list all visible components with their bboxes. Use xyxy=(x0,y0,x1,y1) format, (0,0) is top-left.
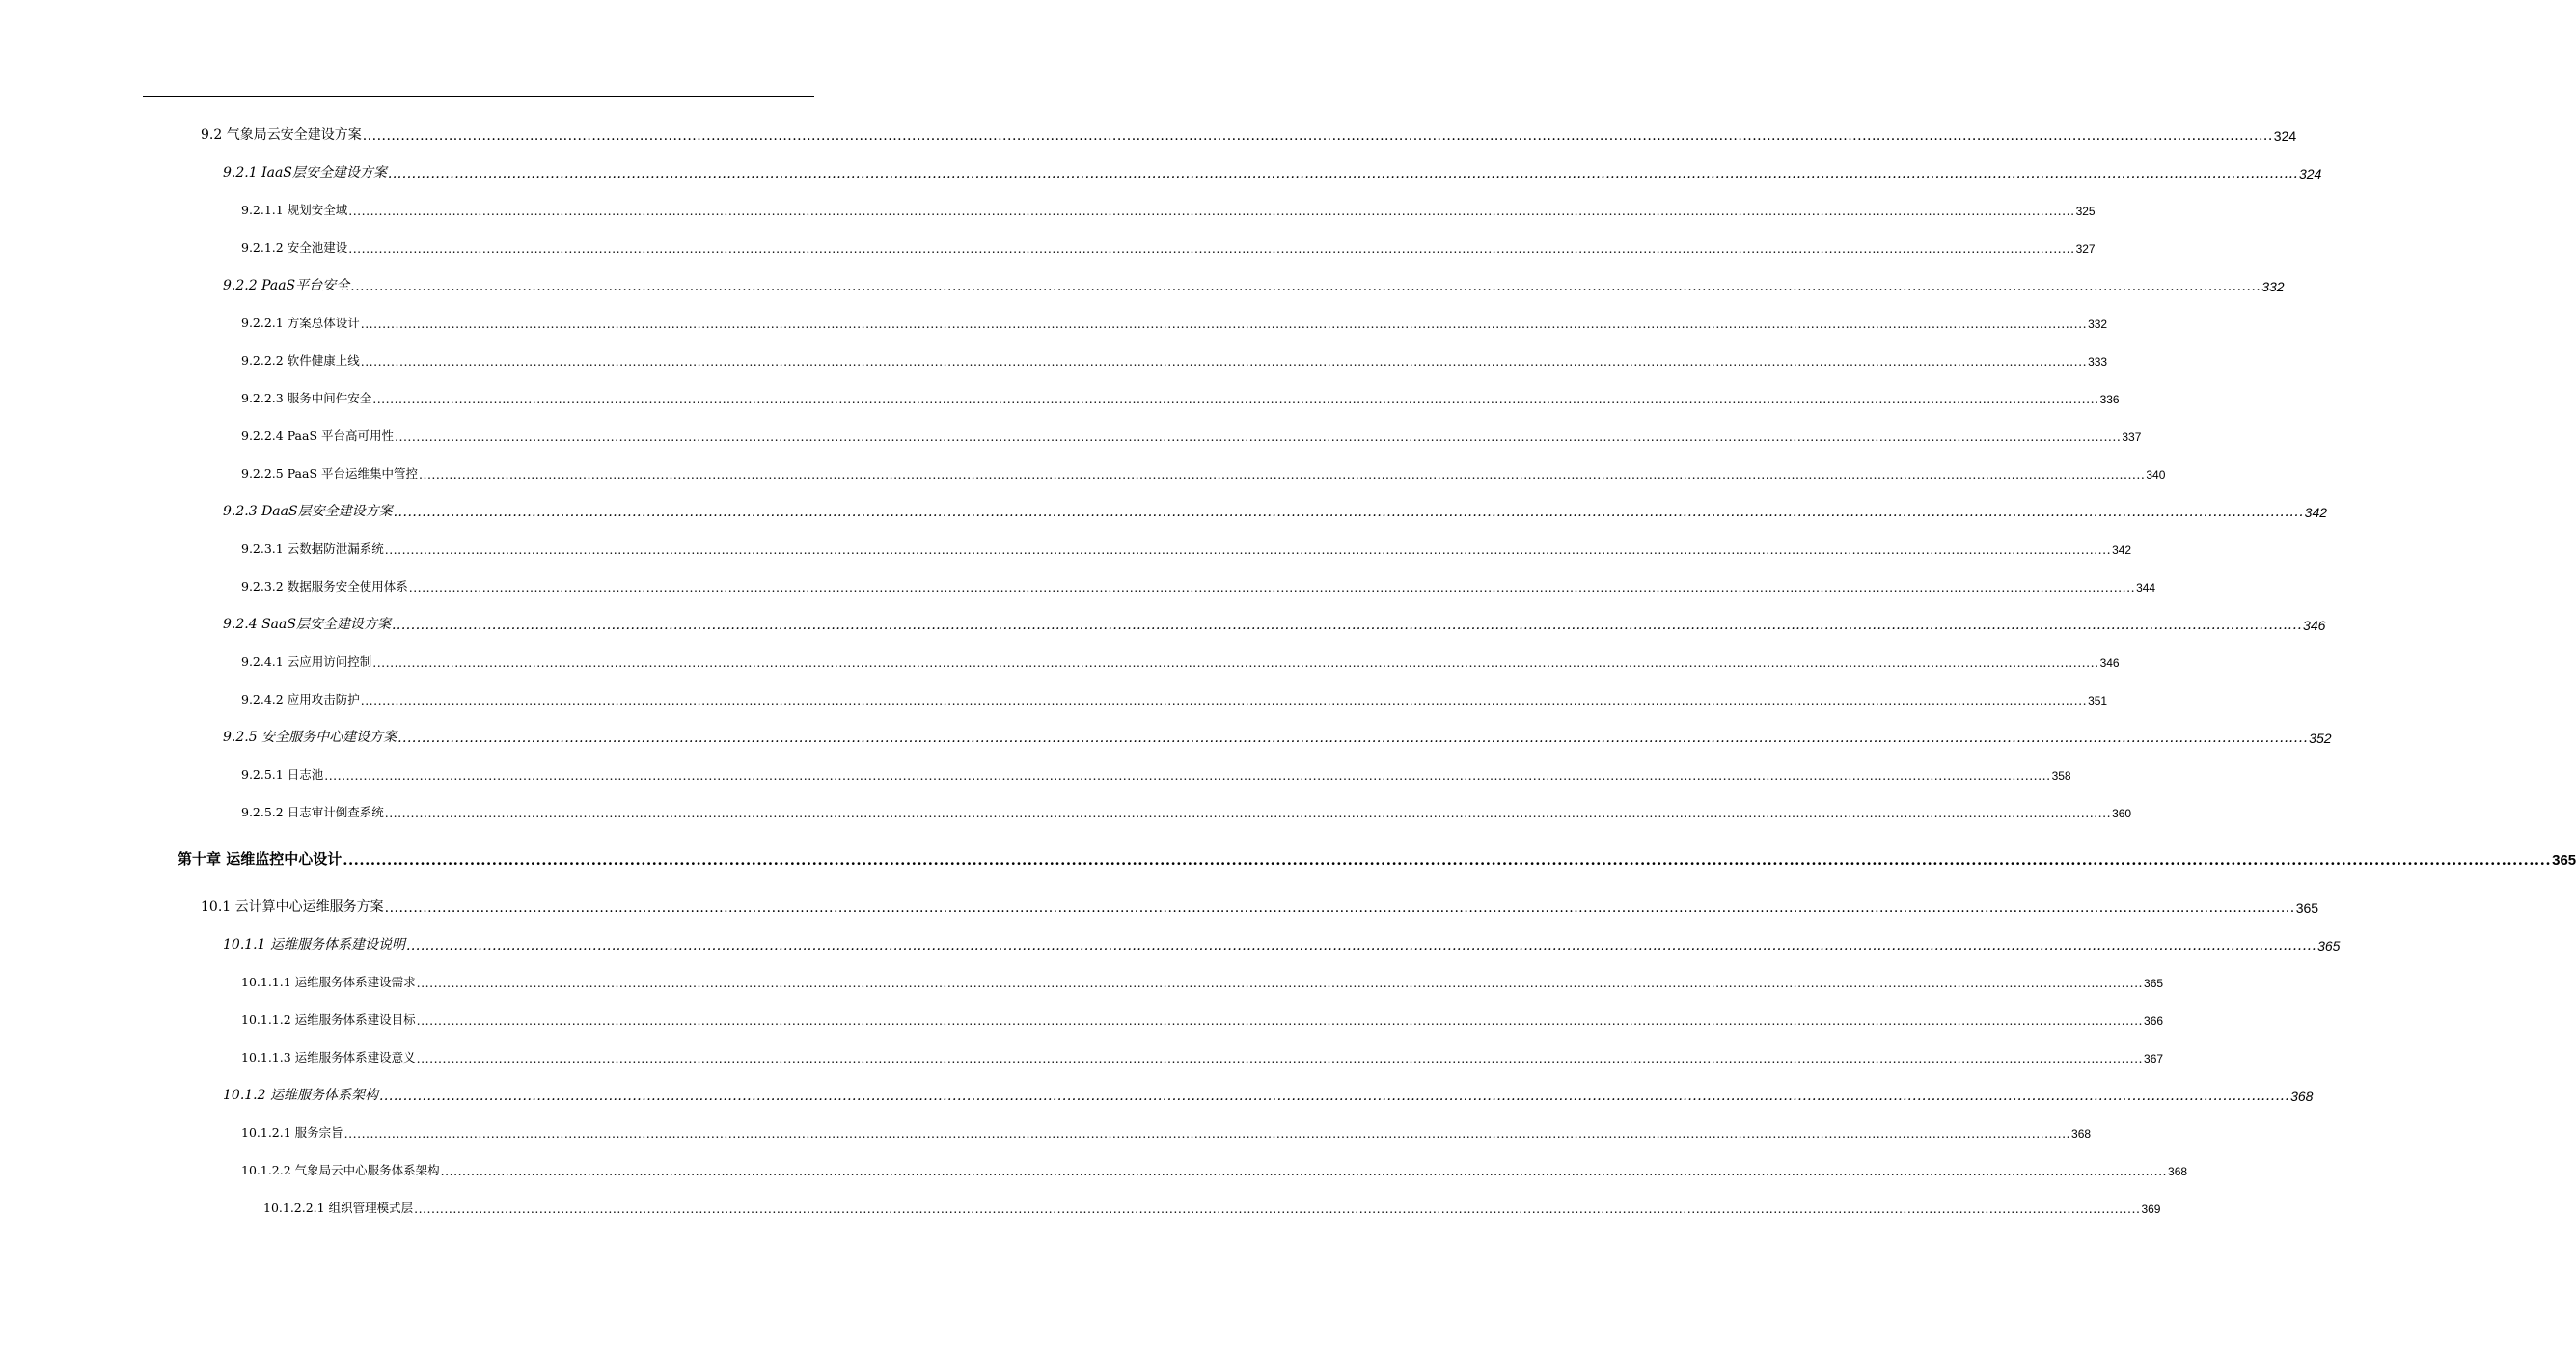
toc-dot-leader: ................................................................................................................................................................................................................................................................................................................................................................................................................ xyxy=(395,428,2122,444)
toc-dot-leader: ................................................................................................................................................................................................................................................................................................................................................................................................................ xyxy=(387,165,2298,181)
toc-dot-leader: ................................................................................................................................................................................................................................................................................................................................................................................................................ xyxy=(350,278,2261,294)
toc-entry-page: 336 xyxy=(2099,392,2120,406)
toc-entry-page: 325 xyxy=(2075,204,2096,218)
toc-dot-leader: ................................................................................................................................................................................................................................................................................................................................................................................................................ xyxy=(372,654,2099,670)
toc-entry[interactable] xyxy=(241,578,2156,594)
toc-entry-title: 9.2.2 PaaS平台安全 xyxy=(223,277,350,293)
toc-entry-title: 9.2 气象局云安全建设方案 xyxy=(201,126,362,143)
toc-entry-page: 366 xyxy=(2144,1013,2164,1028)
toc-entry-title: 9.2.4.1 云应用访问控制 xyxy=(241,653,372,669)
toc-entry-title: 9.2.5.2 日志审计倒查系统 xyxy=(241,804,384,819)
toc-entry[interactable] xyxy=(241,804,2132,820)
toc-entry[interactable] xyxy=(241,974,2164,990)
toc-entry-title: 9.2.5.1 日志池 xyxy=(241,766,324,782)
toc-entry-title: 9.2.1.1 规划安全域 xyxy=(241,202,348,217)
toc-entry-page: 337 xyxy=(2122,429,2142,444)
toc-dot-leader: ................................................................................................................................................................................................................................................................................................................................................................................................................ xyxy=(414,1201,2141,1216)
toc-entry-title: 9.2.3.2 数据服务安全使用体系 xyxy=(241,578,408,594)
toc-entry[interactable] xyxy=(263,1200,2161,1216)
toc-entry[interactable] xyxy=(241,1124,2092,1141)
toc-entry-title: 9.2.4 SaaS层安全建设方案 xyxy=(223,616,391,632)
toc-entry[interactable] xyxy=(223,615,2326,633)
toc-dot-leader: ................................................................................................................................................................................................................................................................................................................................................................................................................ xyxy=(348,240,2075,256)
toc-dot-leader: ................................................................................................................................................................................................................................................................................................................................................................................................................ xyxy=(343,851,2552,869)
toc-dot-leader: ................................................................................................................................................................................................................................................................................................................................................................................................................ xyxy=(348,203,2075,218)
toc-entry-page: 342 xyxy=(2112,542,2132,557)
toc-entry[interactable] xyxy=(223,163,2322,181)
toc-entry-page: 351 xyxy=(2088,693,2108,707)
toc-entry-page: 346 xyxy=(2303,617,2326,633)
toc-entry-title: 9.2.2.5 PaaS 平台运维集中管控 xyxy=(241,465,418,481)
toc-entry[interactable] xyxy=(241,653,2120,670)
toc-entry-page: 369 xyxy=(2141,1202,2161,1216)
toc-dot-leader: ................................................................................................................................................................................................................................................................................................................................................................................................................ xyxy=(416,975,2144,990)
toc-entry[interactable] xyxy=(241,766,2071,783)
toc-entry-title: 9.2.5 安全服务中心建设方案 xyxy=(223,729,397,745)
toc-dot-leader: ................................................................................................................................................................................................................................................................................................................................................................................................................ xyxy=(416,1012,2144,1028)
toc-entry-title: 10.1.2.2.1 组织管理模式层 xyxy=(263,1200,414,1215)
toc-entry-title: 9.2.1 IaaS层安全建设方案 xyxy=(223,164,387,180)
toc-entry-title: 9.2.2.4 PaaS 平台高可用性 xyxy=(241,428,394,443)
toc-entry-page: 324 xyxy=(2273,127,2297,144)
toc-entry-page: 342 xyxy=(2304,504,2328,520)
toc-dot-leader: ................................................................................................................................................................................................................................................................................................................................................................................................................ xyxy=(360,353,2088,369)
toc-dot-leader: ................................................................................................................................................................................................................................................................................................................................................................................................................ xyxy=(384,541,2112,557)
toc-entry[interactable] xyxy=(201,898,2319,916)
toc-entry-page: 358 xyxy=(2051,768,2071,783)
toc-dot-leader: ................................................................................................................................................................................................................................................................................................................................................................................................................ xyxy=(408,579,2136,594)
toc-entry[interactable] xyxy=(241,352,2108,369)
toc-entry-title: 10.1.1 运维服务体系建设说明 xyxy=(223,936,405,953)
toc-dot-leader: ................................................................................................................................................................................................................................................................................................................................................................................................................ xyxy=(393,504,2304,520)
toc-entry-title: 10.1.2 运维服务体系架构 xyxy=(223,1087,378,1103)
toc-dot-leader: ................................................................................................................................................................................................................................................................................................................................................................................................................ xyxy=(324,767,2051,783)
toc-entry[interactable] xyxy=(241,428,2142,444)
toc-entry-page: 365 xyxy=(2317,937,2341,953)
toc-entry[interactable] xyxy=(241,691,2108,707)
toc-entry[interactable] xyxy=(241,1011,2164,1028)
toc-entry[interactable] xyxy=(241,540,2132,557)
toc-dot-leader: ................................................................................................................................................................................................................................................................................................................................................................................................................ xyxy=(416,1050,2144,1065)
toc-entry-page: 333 xyxy=(2088,354,2108,369)
toc-entry-title: 9.2.3 DaaS层安全建设方案 xyxy=(223,503,393,519)
toc-entry-page: 367 xyxy=(2144,1051,2164,1065)
toc-dot-leader: ................................................................................................................................................................................................................................................................................................................................................................................................................ xyxy=(360,692,2088,707)
toc-entry-page: 332 xyxy=(2088,317,2108,331)
toc-entry-title: 9.2.4.2 应用攻击防护 xyxy=(241,691,360,706)
toc-entry-title: 9.2.2.3 服务中间件安全 xyxy=(241,390,372,405)
toc-entry-page: 352 xyxy=(2309,730,2332,746)
toc-entry-title: 10.1 云计算中心运维服务方案 xyxy=(201,898,384,915)
toc-dot-leader: ................................................................................................................................................................................................................................................................................................................................................................................................................ xyxy=(372,391,2099,406)
toc-dot-leader: ................................................................................................................................................................................................................................................................................................................................................................................................................ xyxy=(419,466,2146,482)
toc-entry-title: 10.1.1.2 运维服务体系建设目标 xyxy=(241,1011,416,1027)
toc-entry-page: 327 xyxy=(2075,241,2096,256)
toc-dot-leader: ................................................................................................................................................................................................................................................................................................................................................................................................................ xyxy=(405,937,2317,953)
toc-entry-title: 9.2.2.1 方案总体设计 xyxy=(241,315,360,330)
toc-entry-title: 10.1.2.2 气象局云中心服务体系架构 xyxy=(241,1162,440,1177)
toc-dot-leader: ................................................................................................................................................................................................................................................................................................................................................................................................................ xyxy=(378,1088,2290,1104)
toc-dot-leader: ................................................................................................................................................................................................................................................................................................................................................................................................................ xyxy=(391,617,2303,633)
toc-entry[interactable] xyxy=(241,1049,2164,1065)
toc-entry[interactable] xyxy=(223,728,2332,746)
toc-entry[interactable] xyxy=(223,1086,2314,1104)
toc-entry-title: 10.1.2.1 服务宗旨 xyxy=(241,1124,343,1140)
toc-entry-page: 365 xyxy=(2144,976,2164,990)
toc-entry[interactable] xyxy=(241,315,2108,331)
toc-entry-title: 10.1.1.3 运维服务体系建设意义 xyxy=(241,1049,416,1064)
toc-entry-title: 9.2.1.2 安全池建设 xyxy=(241,239,348,255)
toc-entry-page: 368 xyxy=(2168,1164,2188,1178)
toc-entry-page: 346 xyxy=(2099,655,2120,670)
toc-entry-page: 324 xyxy=(2298,165,2322,181)
toc-entry[interactable] xyxy=(241,1162,2188,1178)
toc-dot-leader: ................................................................................................................................................................................................................................................................................................................................................................................................................ xyxy=(384,805,2112,820)
toc-entry[interactable] xyxy=(223,276,2285,294)
toc-entry-page: 360 xyxy=(2112,806,2132,820)
toc-entry-page: 365 xyxy=(2552,852,2576,869)
toc-dot-leader: ................................................................................................................................................................................................................................................................................................................................................................................................................ xyxy=(343,1125,2071,1141)
toc-dot-leader: ................................................................................................................................................................................................................................................................................................................................................................................................................ xyxy=(440,1163,2168,1178)
toc-dot-leader: ................................................................................................................................................................................................................................................................................................................................................................................................................ xyxy=(384,899,2295,916)
toc-dot-leader: ................................................................................................................................................................................................................................................................................................................................................................................................................ xyxy=(360,316,2088,331)
toc-entry[interactable] xyxy=(241,465,2166,482)
toc-entry-title: 10.1.1.1 运维服务体系建设需求 xyxy=(241,974,416,989)
toc-entry-title: 9.2.2.2 软件健康上线 xyxy=(241,352,360,368)
toc-entry-title: 第十章 运维监控中心设计 xyxy=(178,850,343,868)
toc-entry-title: 9.2.3.1 云数据防泄漏系统 xyxy=(241,540,384,556)
toc-entry-page: 365 xyxy=(2295,899,2319,916)
toc-entry-page: 368 xyxy=(2071,1126,2092,1141)
toc-entry[interactable] xyxy=(178,849,2576,869)
toc-entry[interactable] xyxy=(223,935,2341,953)
toc-dot-leader: ................................................................................................................................................................................................................................................................................................................................................................................................................ xyxy=(397,730,2309,746)
toc-entry[interactable] xyxy=(223,502,2328,520)
toc-entry-page: 368 xyxy=(2290,1088,2314,1104)
toc-entry[interactable] xyxy=(241,202,2096,218)
toc-entry-page: 344 xyxy=(2136,580,2156,594)
toc-dot-leader: ................................................................................................................................................................................................................................................................................................................................................................................................................ xyxy=(362,127,2273,144)
toc-entry-page: 340 xyxy=(2146,467,2166,482)
toc-entry[interactable] xyxy=(201,125,2297,144)
toc-entry[interactable] xyxy=(241,390,2120,406)
toc-entry-page: 332 xyxy=(2261,278,2285,294)
toc-entry[interactable] xyxy=(241,239,2096,256)
